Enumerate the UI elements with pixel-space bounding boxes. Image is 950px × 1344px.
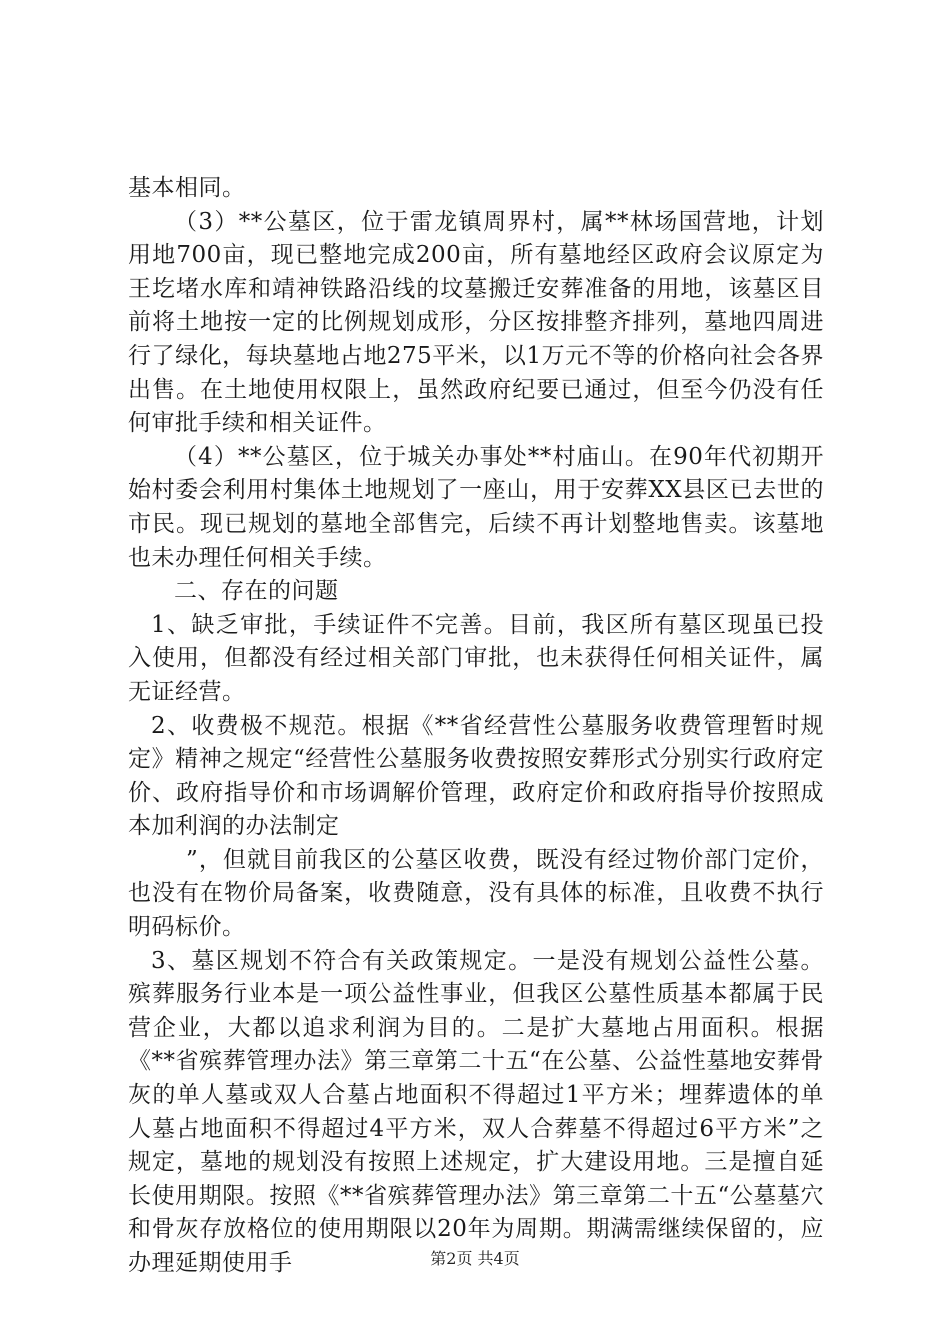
paragraph-cemetery-3: （3）**公墓区，位于雷龙镇周界村，属**林场国营地，计划用地700亩，现已整地完成200亩，所有墓地经区政府会议原定为王圪堵水库和靖神铁路沿线的坟墓搬迁安葬准备的用地，该墓区目前将土地按一定的比例规划成形，分区按排整齐排列，墓地四周进行了绿化，每块墓地占地275平米，以1万元不等的价格向社会各界出售。在土地使用权限上，虽然政府纪要已通过，但至今仍没有任何审批手续和相关证件。 bbox=[128, 208, 824, 437]
paragraph-problem-2: 2、收费极不规范。根据《**省经营性公墓服务收费管理暂时规定》精神之规定“经营性公墓服务收费按照安葬形式分别实行政府定价、政府指导价和市场调解价管理，政府定价和政府指导价按照成本加利润的办法制定 bbox=[128, 712, 824, 840]
paragraph-continuation: 基本相同。 bbox=[128, 175, 246, 201]
page-number-footer: 第2页 共4页 bbox=[430, 1249, 520, 1268]
paragraph-problem-1: 1、缺乏审批，手续证件不完善。目前，我区所有墓区现虽已投入使用，但都没有经过相关部门审批，也未获得任何相关证件，属无证经营。 bbox=[128, 611, 824, 705]
section-heading-problems: 二、存在的问题 bbox=[174, 578, 339, 605]
paragraph-problem-2-continued: ”，但就目前我区的公墓区收费，既没有经过物价部门定价，也没有在物价局备案，收费随意，没有具体的标准，且收费不执行明码标价。 bbox=[128, 846, 824, 941]
paragraph-problem-3: 3、墓区规划不符合有关政策规定。一是没有规划公益性公墓。殡葬服务行业本是一项公益性事业，但我区公墓性质基本都属于民营企业，大都以追求利润为目的。二是扩大墓地占用面积。根据《**省殡葬管理办法》第三章第二十五“在公墓、公益性墓地安葬骨灰的单人墓或双人合墓占地面积不得超过1平方米；埋葬遗体的单人墓占地面积不得超过4平方米，双人合葬墓不得超过6平方米”之规定，墓地的规划没有按照上述规定，扩大建设用地。三是擅自延长使用期限。按照《**省殡葬管理办法》第三章第二十五“公墓墓穴和骨灰存放格位的使用期限以20年为周期。期满需继续保留的，应办理延期使用手 bbox=[128, 947, 824, 1276]
document-body bbox=[128, 172, 824, 1281]
paragraph-cemetery-4: （4）**公墓区，位于城关办事处**村庙山。在90年代初期开始村委会利用村集体土地规划了一座山，用于安葬XX县区已去世的市民。现已规划的墓地全部售完，后续不再计划整地售卖。该墓地也未办理任何相关手续。 bbox=[128, 443, 824, 571]
